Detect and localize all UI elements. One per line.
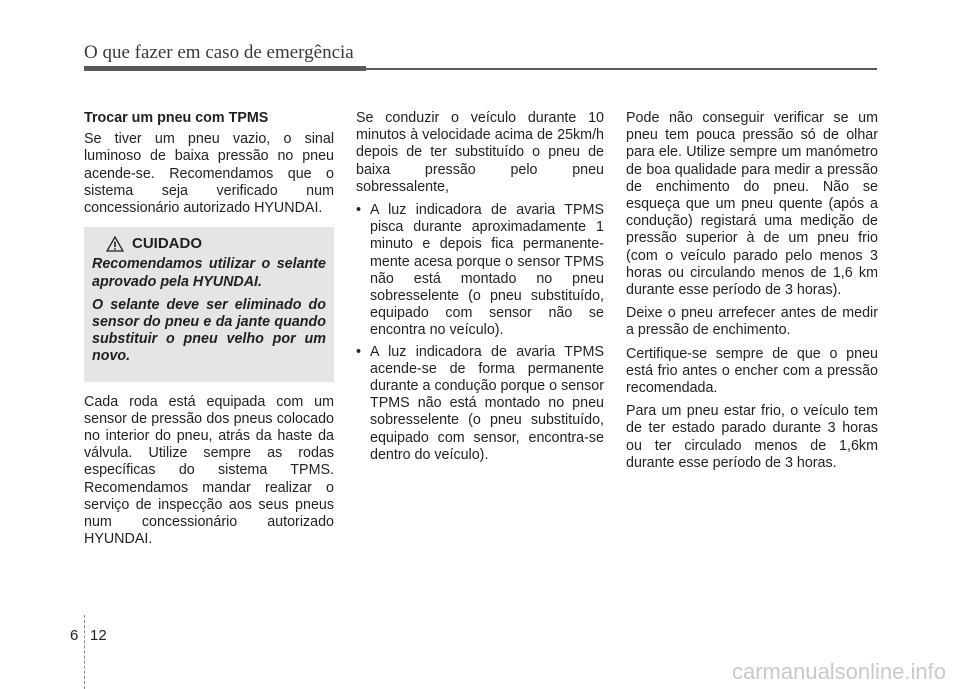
header-rule-thin [366,68,877,70]
caution-text: Recomendamos utilizar o selante aprovado pela HYUNDAI. [92,256,326,290]
column-1 [84,110,334,554]
list-item-text: A luz indicadora de avaria TPMS pisca durante aproximadamente 1 minuto e depois fica permanentemente acesa porque o sensor TPMS não está montado no pneu sobresselente (o pneu substituído, equipado com sensor não se encontra no veículo). [370,202,604,339]
bullet-marker: • [356,202,362,219]
header-rule-thick [84,66,366,71]
section-heading: Trocar um pneu com TPMS [84,110,269,126]
page-number: 12 [90,627,107,644]
paragraph: Certifique-se sempre de que o pneu está frio antes o encher com a pressão recomendada. [626,345,878,397]
paragraph: Deixe o pneu arrefecer antes de medir a pressão de enchimento. [626,305,878,339]
list-item [356,202,604,340]
column-3 [626,110,878,478]
paragraph: Se tiver um pneu vazio, o sinal luminoso de baixa pressão no pneu acende-se. Recomendamos que o sistema seja verificado num concessionário autorizado HYUNDAI. [84,131,334,217]
column-2 [356,110,604,470]
chapter-number: 6 [70,627,79,644]
paragraph: Para um pneu estar frio, o veículo tem de ter estado parado durante 3 horas ou ter circulado menos de 1,6km durante esse período de 3 horas. [626,403,878,471]
paragraph: Se conduzir o veículo durante 10 minutos à velocidade acima de 25km/h depois de ter substituído o pneu de baixa pressão pelo pneu sobressalente, [356,110,604,195]
warning-triangle-icon [106,236,124,252]
page-divider [84,615,85,689]
caution-text: O selante deve ser eliminado do sensor do pneu e da jante quando substituir o pneu velho por um novo. [92,296,326,365]
caution-title: CUIDADO [132,235,202,253]
list-item [356,344,604,464]
paragraph: Pode não conseguir verificar se um pneu tem pouca pressão só de olhar para ele. Utilize sempre um manómetro de boa qualidade para medir a pressão de enchimento do pneu. Não se esqueça que um pneu quente (após a condução) registará uma medição de pressão superior à de um pneu frio (com o veículo parado pelo menos 3 horas ou circulando menos de 1,6 km durante esse período de 3 horas). [626,110,878,299]
bullet-list [356,202,604,464]
list-item-text: A luz indicadora de avaria TPMS acende-se de forma permanente durante a condução porque o sensor TPMS não está montado no pneu sobresselente (o pneu substituído, equipado com sensor, encontra-se dentro do veículo). [370,343,604,463]
page-header-title: O que fazer em caso de emergência [84,42,354,63]
caution-header [92,235,326,252]
paragraph: Cada roda está equipada com um sensor de pressão dos pneus colocado no interior do pneu, atrás da haste da válvula. Utilize sempre as rodas específicas do sistema TPMS. Recomendamos mandar realizar o serviço de inspecção aos seus pneus num concessionário autorizado HYUNDAI. [84,393,334,548]
watermark: carmanualsonline.info [731,659,946,684]
caution-box [84,227,334,381]
bullet-marker: • [356,343,362,360]
